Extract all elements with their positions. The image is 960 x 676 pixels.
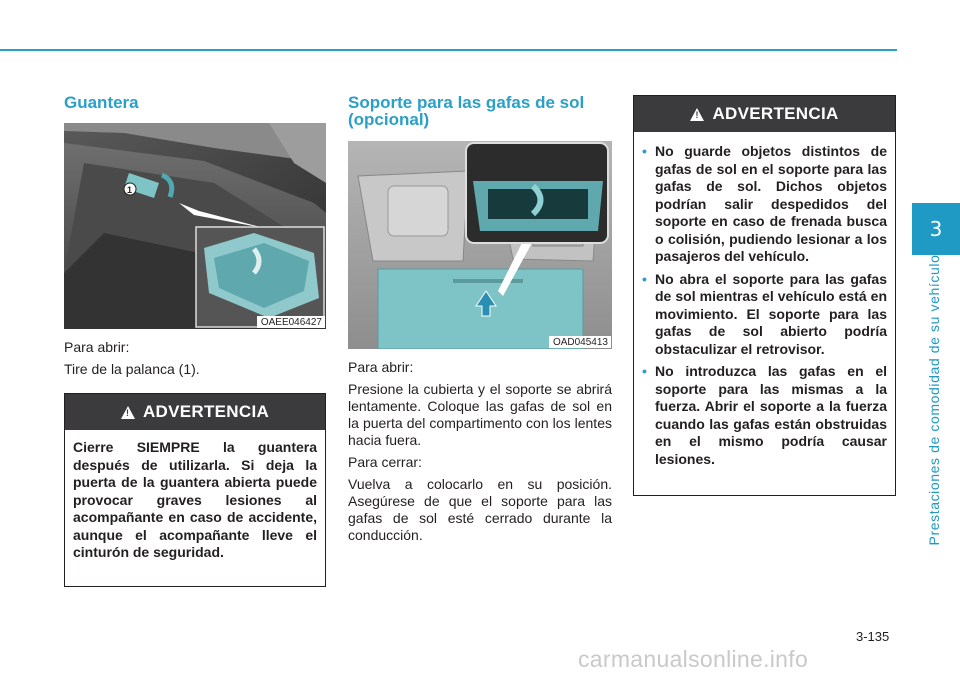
glovebox-heading: Guantera xyxy=(64,93,139,112)
warning-text: Cierre SIEMPRE la guantera después de utilizarla. Si deja la puerta de la guantera abierta puede provocar graves lesiones al acompañante en caso de accidente, aunque el acompañante lleve el cinturón de seguridad. xyxy=(73,439,317,560)
sunglass-text xyxy=(348,359,612,549)
warning-title: ADVERTENCIA xyxy=(142,402,270,421)
paragraph: Para cerrar: xyxy=(348,454,422,470)
callout-number: 1 xyxy=(127,185,133,195)
paragraph: Tire de la palanca (1). xyxy=(64,361,200,377)
paragraph: Presione la cubierta y el soporte se abrirá lentamente. Coloque las gafas de sol en la puerta del compartimento con los lentes hacia fuera. xyxy=(348,381,612,448)
sunglass-heading xyxy=(348,94,584,128)
warning-box xyxy=(64,393,326,587)
glovebox-image xyxy=(64,123,326,329)
warning-box xyxy=(633,95,896,496)
page-number: 3-135 xyxy=(856,629,890,644)
chapter-title: Prestaciones de comodidad de su vehículo xyxy=(926,254,942,546)
warning-header xyxy=(65,394,325,430)
header-rule xyxy=(0,49,897,51)
warning-title: ADVERTENCIA xyxy=(712,104,839,123)
paragraph: Para abrir: xyxy=(348,359,414,375)
chapter-number: 3 xyxy=(929,217,943,241)
warning-item: • No introduzca las gafas en el soporte para las mismas a la fuerza. Abrir el soporte a la fuerza cuando las gafas están obstruidas en el mismo podría causar lesiones. xyxy=(642,363,887,468)
heading-line: (opcional) xyxy=(348,110,430,129)
paragraph: Para abrir: xyxy=(64,339,130,355)
image-code: OAEE046427 xyxy=(257,316,325,328)
image-code: OAD045413 xyxy=(549,336,611,348)
heading-line: Soporte para las gafas de sol xyxy=(348,93,585,112)
warning-icon xyxy=(121,406,135,419)
sunglass-holder-image xyxy=(348,141,612,349)
warning-item: • No abra el soporte para las gafas de sol mientras el vehículo está en movimiento. El soporte para las gafas de sol abierto podría obstaculizar el retrovisor. xyxy=(642,271,887,359)
warning-icon xyxy=(690,108,704,121)
paragraph: Vuelva a colocarlo en su posición. Asegúrese de que el soporte para las gafas de sol esté cerrado durante la conducción. xyxy=(348,476,612,543)
watermark[interactable]: carmanualsonline.info xyxy=(578,646,809,672)
glovebox-text xyxy=(64,339,326,383)
chapter-tab[interactable] xyxy=(912,203,960,255)
warning-header xyxy=(634,96,895,132)
warning-item: • No guarde objetos distintos de gafas de sol en el soporte para las gafas de sol. Dichos objetos podrían salir despedidos del soporte en caso de frenada busca o colisión, pudiendo lesionar a los pasajeros del vehículo. xyxy=(642,143,887,266)
